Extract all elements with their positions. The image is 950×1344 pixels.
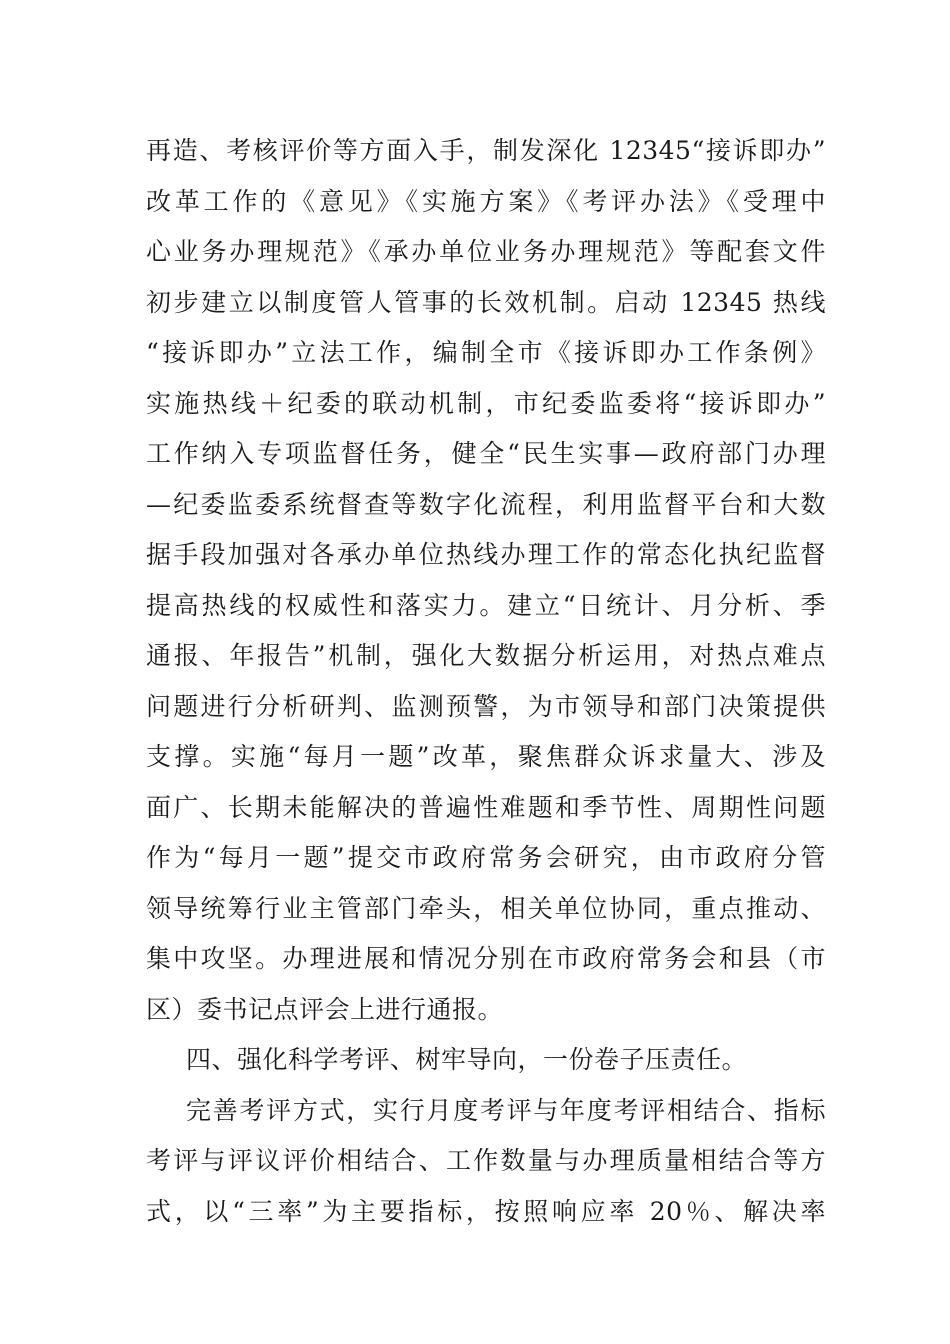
text-line: 工作纳入专项监督任务，健全“民生实事—政府部门办理 (146, 439, 826, 468)
text-line: 再造、考核评价等方面入手，制发深化 12345“接诉即办” (146, 136, 826, 165)
text-line: 领导统筹行业主管部门牵头，相关单位协同，重点推动、 (146, 893, 826, 923)
section-heading: 四、强化科学考评、树牢导向，一份卷子压责任。 (186, 1045, 748, 1074)
text-line: 集中攻坚。办理进展和情况分别在市政府常务会和县（市 (146, 944, 826, 973)
text-line: 式，以“三率”为主要指标，按照响应率 20％、解决率 (146, 1196, 826, 1226)
text-line: 支撑。实施“每月一题”改革，聚焦群众诉求量大、涉及 (146, 742, 826, 771)
text-line: 改革工作的《意见》《实施方案》《考评办法》《受理中 (146, 186, 826, 216)
text-line: 作为“每月一题”提交市政府常务会研究，由市政府分管 (146, 843, 826, 872)
text-line: —纪委监委系统督查等数字化流程，利用监督平台和大数 (146, 489, 826, 519)
text-line: 完善考评方式，实行月度考评与年度考评相结合、指标 (186, 1095, 826, 1125)
text-line: 问题进行分析研判、监测预警，为市领导和部门决策提供 (146, 691, 826, 721)
paragraph-end-line: 区）委书记点评会上进行通报。 (146, 994, 504, 1024)
document-body (146, 126, 826, 1237)
text-line: 实施热线＋纪委的联动机制，市纪委监委将“接诉即办” (146, 388, 826, 418)
text-line: 据手段加强对各承办单位热线办理工作的常态化执纪监督 (146, 540, 826, 569)
text-line: “接诉即办”立法工作，编制全市《接诉即办工作条例》 (146, 338, 826, 367)
text-line: 提高热线的权威性和落实力。建立“日统计、月分析、季 (146, 590, 826, 620)
text-line: 心业务办理规范》《承办单位业务办理规范》等配套文件 (146, 237, 826, 266)
text-line: 通报、年报告”机制，强化大数据分析运用，对热点难点 (146, 641, 826, 670)
text-line: 面广、长期未能解决的普遍性难题和季节性、周期性问题 (146, 792, 826, 822)
text-line: 考评与评议评价相结合、工作数量与办理质量相结合等方 (146, 1146, 826, 1175)
text-line: 初步建立以制度管人管事的长效机制。启动 12345 热线 (146, 287, 826, 317)
